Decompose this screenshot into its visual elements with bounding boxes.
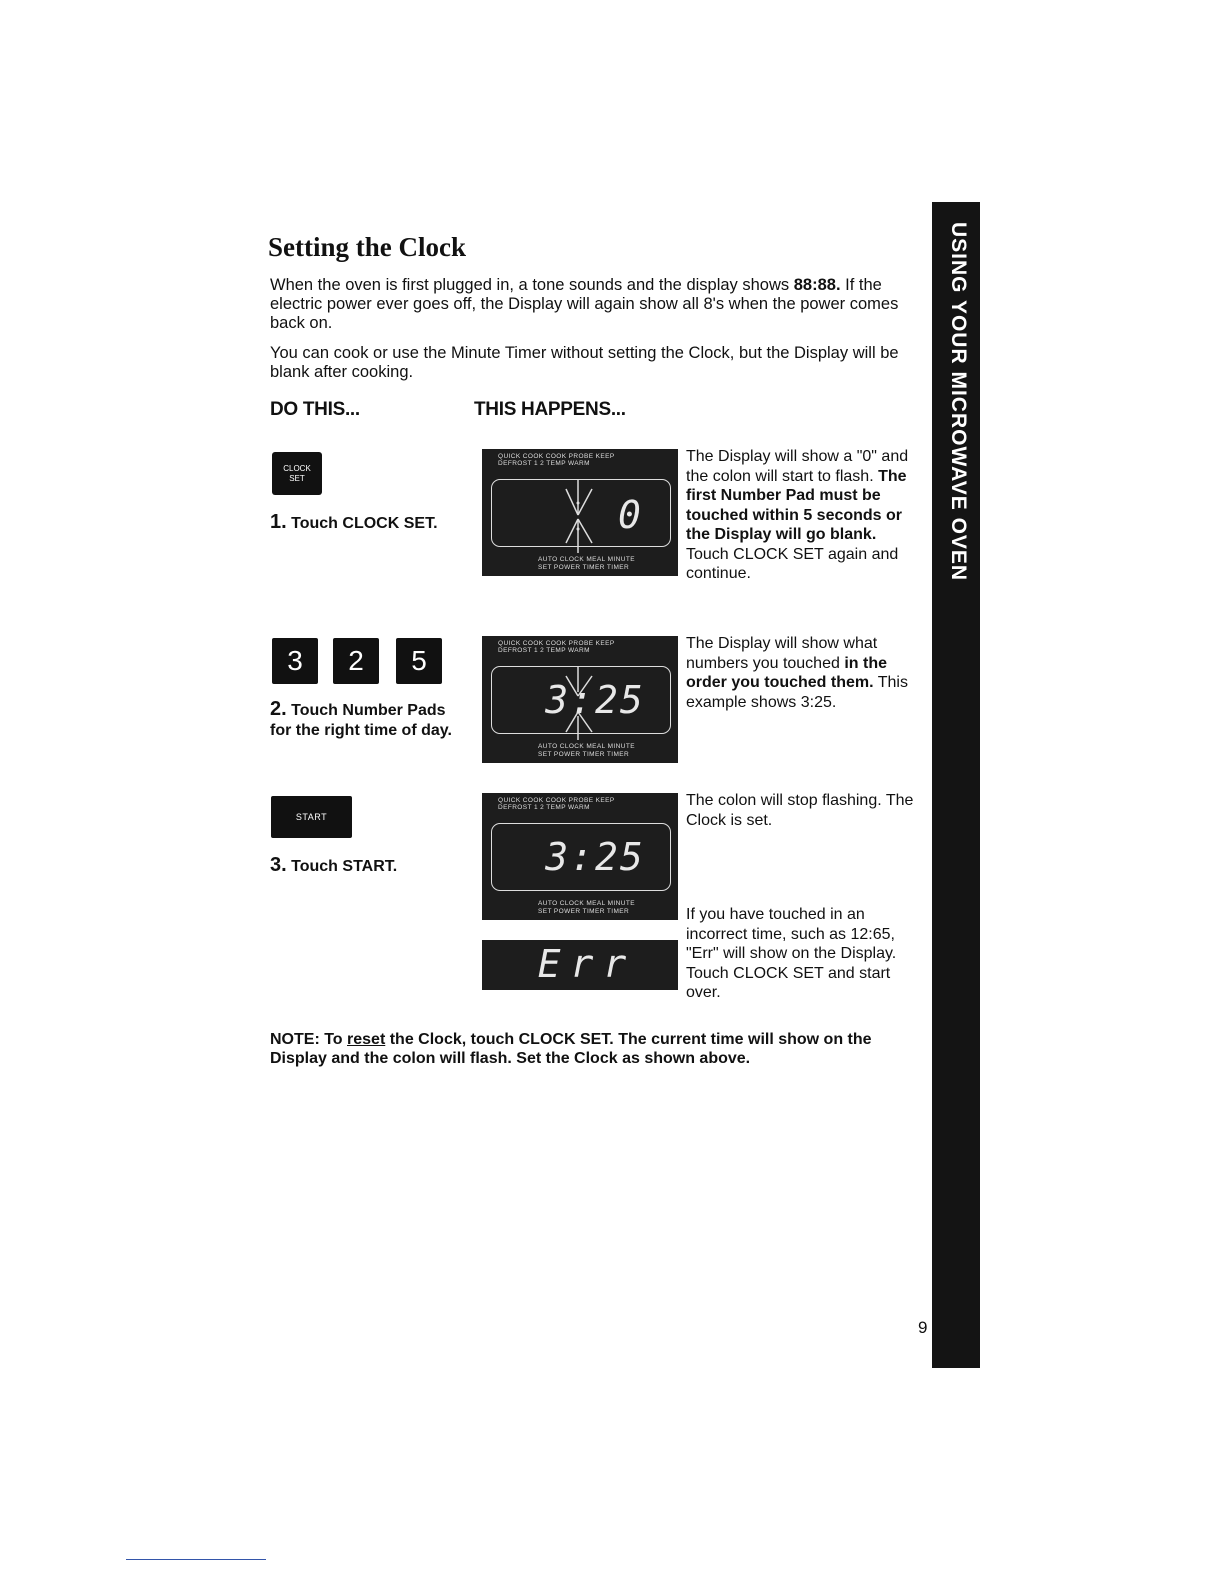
intro-bold-display: 88:88. — [793, 276, 841, 294]
display-digits: 0 — [618, 493, 641, 537]
step-2-text: Touch Number Pads for the right time of day. — [270, 702, 452, 739]
panel-bottom-labels-2: SET POWER TIMER TIMER — [538, 564, 630, 571]
panel-top-labels-2: DEFROST 1 2 TEMP WARM — [498, 804, 590, 811]
step-2-instruction — [270, 700, 460, 740]
panel-bottom-labels-2: SET POWER TIMER TIMER — [538, 908, 630, 915]
page-number: 9 — [918, 1318, 928, 1337]
page-title: Setting the Clock — [268, 232, 466, 262]
do-this-header: DO THIS... — [270, 399, 360, 420]
clock-set-key-line-1: CLOCK — [283, 463, 311, 473]
intro-text: When the oven is first plugged in, a tone sounds and the display shows — [270, 276, 794, 294]
number-key-5[interactable]: 5 — [396, 638, 442, 684]
desc-text: The Display will show what numbers you touched — [686, 635, 878, 672]
panel-top-labels: QUICK COOK COOK PROBE KEEP — [498, 797, 615, 804]
desc-bold: in the order you touched them. — [686, 654, 887, 691]
display-digits: 3:25 — [545, 835, 645, 879]
panel-bottom-labels: AUTO CLOCK MEAL MINUTE — [538, 900, 635, 907]
note-prefix: NOTE: To — [270, 1031, 348, 1048]
clock-set-key[interactable] — [272, 452, 322, 495]
note-rest: the Clock, touch CLOCK SET. The current time will show on the Display and the colon will flash. Set the Clock as shown above. — [270, 1031, 872, 1067]
panel-top-labels-2: DEFROST 1 2 TEMP WARM — [498, 647, 590, 654]
note-underlined-word: reset — [347, 1031, 386, 1048]
error-description: If you have touched in an incorrect time, such as 12:65, "Err" will show on the Display. Touch CLOCK SET and start over. — [686, 906, 897, 1001]
section-side-tab — [932, 202, 980, 1368]
start-key[interactable]: START — [271, 796, 352, 838]
step-1-number: 1. — [270, 511, 287, 533]
panel-top-labels-2: DEFROST 1 2 TEMP WARM — [498, 460, 590, 467]
panel-bottom-labels-2: SET POWER TIMER TIMER — [538, 751, 630, 758]
step-1-instruction — [270, 513, 438, 534]
intro-paragraph-2: You can cook or use the Minute Timer without setting the Clock, but the Display will be blank after cooking. — [270, 344, 899, 381]
number-key-3[interactable]: 3 — [272, 638, 318, 684]
intro-paragraph-1 — [270, 276, 920, 333]
desc-text-after: Touch CLOCK SET again and continue. — [686, 545, 899, 582]
step-3-text: Touch START. — [291, 858, 398, 875]
note-paragraph — [270, 1030, 910, 1068]
desc-text-after: This example shows 3:25. — [686, 674, 908, 711]
panel-top-labels: QUICK COOK COOK PROBE KEEP — [498, 640, 615, 647]
step-2-description — [686, 634, 918, 712]
panel-top-labels: QUICK COOK COOK PROBE KEEP — [498, 453, 615, 460]
display-panel-step-1 — [482, 449, 678, 576]
desc-bold: The first Number Pad must be touched within 5 seconds or the Display will go blank. — [686, 467, 907, 543]
intro-text-after: If the electric power ever goes off, the Display will again show all 8's when the power comes back on. — [270, 276, 899, 332]
footer-rule — [126, 1559, 266, 1560]
side-tab-label: USING YOUR MICROWAVE OVEN — [947, 222, 970, 582]
desc-text: The Display will show a "0" and the colon will start to flash. — [686, 448, 909, 485]
step-1-description — [686, 447, 918, 584]
clock-set-key-line-2: SET — [289, 473, 305, 483]
error-display-text: Err — [537, 942, 637, 986]
step-1-text: Touch CLOCK SET. — [291, 515, 438, 532]
panel-bottom-labels: AUTO CLOCK MEAL MINUTE — [538, 743, 635, 750]
step-3-instruction — [270, 856, 397, 877]
display-panel-step-3 — [482, 793, 678, 920]
error-display-panel — [482, 940, 678, 990]
step-3-number: 3. — [270, 854, 287, 876]
panel-bottom-labels: AUTO CLOCK MEAL MINUTE — [538, 556, 635, 563]
display-panel-step-2 — [482, 636, 678, 763]
step-3-description: The colon will stop flashing. The Clock is set. — [686, 792, 914, 829]
this-happens-header: THIS HAPPENS... — [474, 399, 626, 420]
step-2-number: 2. — [270, 698, 287, 720]
display-digits: 3:25 — [545, 678, 645, 722]
number-key-2[interactable]: 2 — [333, 638, 379, 684]
